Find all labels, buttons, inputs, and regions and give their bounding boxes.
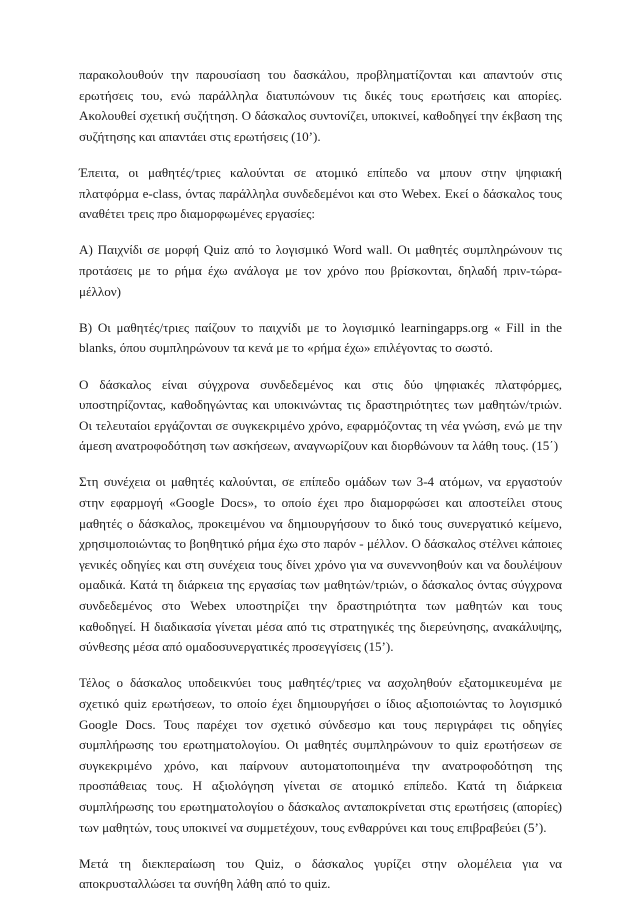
paragraph-discussion: παρακολουθούν την παρουσίαση του δασκάλου, προβληματίζονται και απαντούν στις ερωτήσεις του, ενώ παράλληλα διατυπώνουν τις δικές τους ερωτήσεις και απορίες. Ακολουθεί σχετική συζήτηση. Ο δάσκαλος συντονίζει, υποκινεί, καθοδηγεί την έκβαση της συζήτησης και απαντάει στις ερωτήσεις (10’). [79,67,562,144]
paragraph-plenary-review: Μετά τη διεκπεραίωση του Quiz, ο δάσκαλος γυρίζει στην ολομέλεια για να αποκρυσταλλώσει τα συνήθη λάθη από το quiz. [79,855,562,892]
paragraph-group-google-docs: Στη συνέχεια οι μαθητές καλούνται, σε επίπεδο ομάδων των 3-4 ατόμων, να εργαστούν στην εφαρμογή «Google Docs», το οποίο έχει προ διαμορφώσει και αποστείλει στους μαθητές ο δάσκαλος, προκειμένου να δημιουργήσουν το δικό τους συνεργατικό κείμενο, χρησιμοποιώντας το βοηθητικό ρήμα έχω στο παρόν - μέλλον. Ο δάσκαλος στέλνει κάποιες γενικές οδηγίες και στη συνέχεια τους δίνει χρόνο για να συνεννοηθούν και να δουλέψουν ομαδικά. Κατά τη διάρκεια της εργασίας των μαθητών/τριών, ο δάσκαλος όντας σύγχρονα συνδεδεμένος στο Webex υποστηρίζει την δραστηριότητα των μαθητών και τους καθοδηγεί. Η διαδικασία γίνεται μέσα από τις στρατηγικές της διερεύνησης, ανακάλυψης, σύνθεσης μέσα από ομαδοσυνεργατικές προσεγγίσεις (15’). [79,474,562,655]
paragraph-task-b-learningapps: Β) Οι μαθητές/τριες παίζουν το παιχνίδι με το λογισμικό learningapps.org « Fill in the blanks, όπου συμπληρώνουν τα κενά με το «ρήμα έχω» επιλέγοντας το σωστό. [79,319,562,356]
document-page [79,65,562,895]
paragraph-task-a-wordwall: Α) Παιχνίδι σε μορφή Quiz από το λογισμικό Word wall. Οι μαθητές συμπληρώνουν τις προτάσεις με το ρήμα έχω ανάλογα με τον χρόνο που βρίσκονται, δηλαδή πριν-τώρα-μέλλον) [79,242,562,299]
paragraph-teacher-support: Ο δάσκαλος είναι σύγχρονα συνδεδεμένος και στις δύο ψηφιακές πλατφόρμες, υποστηρίζοντας, καθοδηγώντας και υποκινώντας τις δραστηριότητες των μαθητών/τριών. Οι τελευταίοι εργάζονται σε συγκεκριμένο χρόνο, εφαρμόζοντας τη νέα γνώση, ενώ με την άμεση ανατροφοδότηση των ασκήσεων, αναγνωρίζουν και διορθώνουν τα λάθη τους. (15΄) [79,376,562,454]
paragraph-eclass-tasks: Έπειτα, οι μαθητές/τριες καλούνται σε ατομικό επίπεδο να μπουν στην ψηφιακή πλατφόρμα e-class, όντας παράλληλα συνδεδεμένοι και στο Webex. Εκεί ο δάσκαλος τους αναθέτει τρεις προ διαμορφωμένες εργασίες: [79,164,562,222]
paragraph-individual-quiz: Τέλος ο δάσκαλος υποδεικνύει τους μαθητές/τριες να ασχοληθούν εξατομικευμένα με σχετικό quiz ερωτήσεων, το οποίο έχει δημιουργήσει ο ίδιος αξιοποιώντας το λογισμικό Google Docs. Τους παρέχει τον σχετικό σύνδεσμο και τους περιγράφει τις οδηγίες συμπλήρωσης του ερωτηματολογίου. Οι μαθητές συμπληρώνουν το quiz ερωτήσεων σε συγκεκριμένο χρόνο, και παίρνουν αυτοματοποιημένα την ανατροφοδότηση της προσπάθειας τους. Η αξιολόγηση γίνεται σε ατομικό επίπεδο. Κατά τη διάρκεια συμπλήρωσης του ερωτηματολογίου ο δάσκαλος ανταποκρίνεται στις ερωτήσεις (απορίες) των μαθητών, τους υποκινεί να συμμετέχουν, τους ενθαρρύνει και τους επιβραβεύει (5’). [79,675,562,835]
